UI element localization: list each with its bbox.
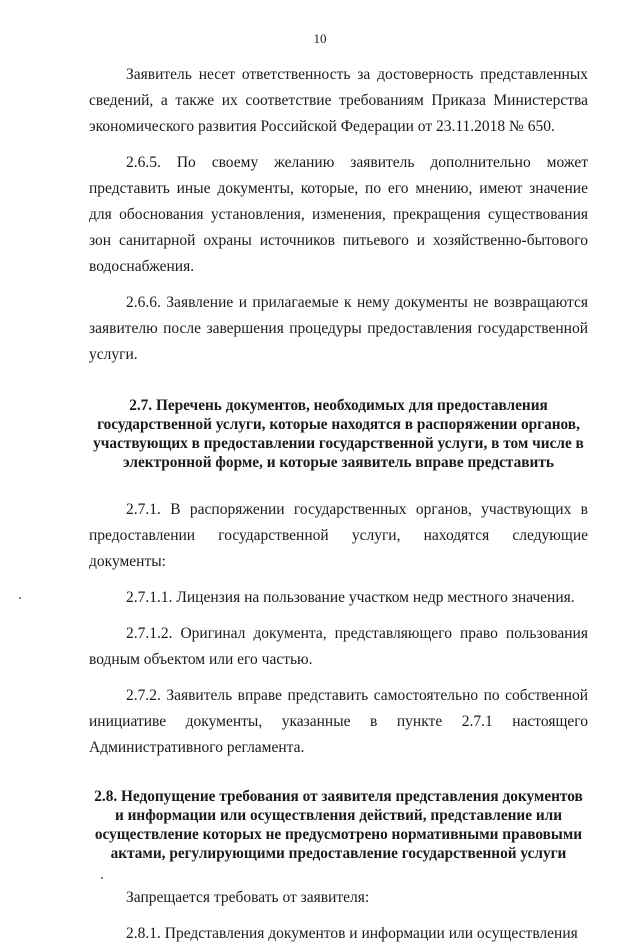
paragraph-2-6-5: 2.6.5. По своему желанию заявитель дополнительно может представить иные документы, которые, по его мнению, имеют значение для обоснования установления, изменения, прекращения существования зон санитарной охраны источников питьевого и хозяйственно-бытового водоснабжения. [89,154,588,275]
paragraph-2-7-1-2: 2.7.1.2. Оригинал документа, представляющего право пользования водным объектом или его частью. [89,625,588,668]
document-body [89,62,588,947]
scan-speck [19,597,21,599]
paragraph-2-7-1: 2.7.1. В распоряжении государственных органов, участвующих в предоставлении государственной услуги, находятся следующие документы: [89,501,588,570]
page-number: 10 [313,31,327,46]
paragraph-2-7-1-1: 2.7.1.1. Лицензия на пользование участком недр местного значения. [126,589,575,606]
paragraph-2-7-2: 2.7.2. Заявитель вправе представить самостоятельно по собственной инициативе документы, указанные в пункте 2.7.1 настоящего Административного регламента. [89,687,588,756]
paragraph-2-8-1: 2.8.1. Представления документов и информации или осуществления [126,925,578,942]
paragraph-2-6-6: 2.6.6. Заявление и прилагаемые к нему документы не возвращаются заявителю после завершения процедуры предоставления государственной услуги. [89,294,588,363]
heading-2-7: 2.7. Перечень документов, необходимых для предоставления государственной услуги, которые находятся в распоряжении органов, участвующих в предоставлении государственной услуги, в том числе в электронной форме, и которые заявитель вправе представить [93,397,584,471]
paragraph-responsibility: Заявитель несет ответственность за достоверность представленных сведений, а также их соответствие требованиям Приказа Министерства экономического развития Российской Федерации от 23.11.2018 № 650. [89,66,588,135]
heading-2-8: 2.8. Недопущение требования от заявителя представления документов и информации или осуществления действий, представление или осуществление которых не предусмотрено нормативными правовыми актами, регулирующими предоставление государственной услуги [94,788,583,862]
paragraph-prohibition: Запрещается требовать от заявителя: [126,889,370,906]
scan-speck [101,877,103,879]
